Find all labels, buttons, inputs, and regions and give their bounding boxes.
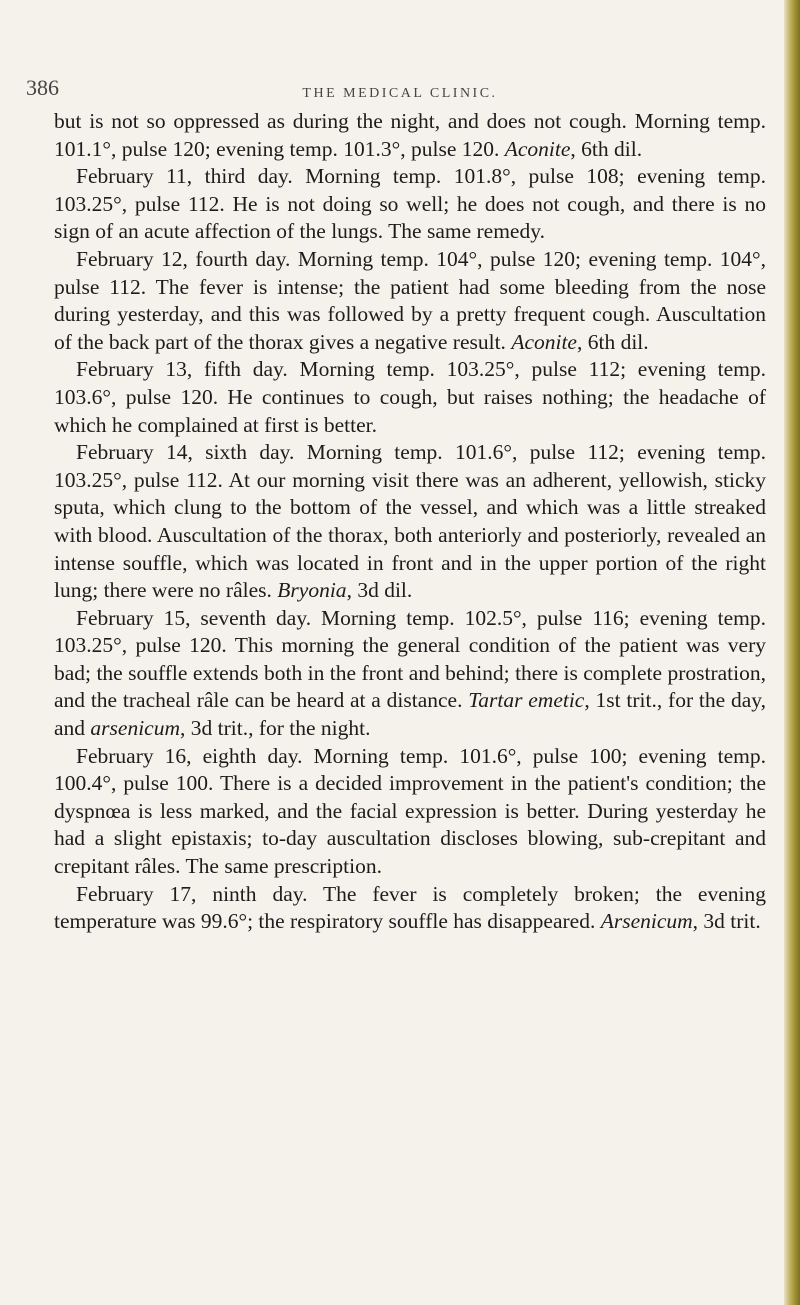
paragraph-feb-14: February 14, sixth day. Morning temp. 101.6°, pulse 112; evening temp. 103.25°, pulse 112. At our morning visit there was an adherent, yellowish, sticky sputa, which clung to the bottom of the vessel, and which was a little streaked with blood. Auscultation of the thorax, both anteriorly and posteriorly, revealed an intense souffle, which was located in front and in the upper portion of the right lung; there were no râles. Bryonia, 3d dil. [54, 440, 766, 603]
paragraph-feb-15: February 15, seventh day. Morning temp. 102.5°, pulse 116; evening temp. 103.25°, pulse 120. This morning the general condition of the patient was very bad; the souffle extends both in the front and behind; there is complete prostration, and the tracheal râle can be heard at a distance. Tartar emetic, 1st trit., for the day, and arsenicum, 3d trit., for the night. [54, 605, 766, 741]
remedy-name: arsenicum [90, 716, 180, 741]
remedy-name: Arsenicum [600, 909, 693, 934]
remedy-name: Aconite [511, 329, 577, 354]
page-number: 386 [26, 75, 59, 100]
remedy-name: Aconite [504, 136, 571, 161]
paragraph-continuation: but is not so oppressed as during the night, and does not cough. Morning temp. 101.1°, pulse 120; evening temp. 101.3°, pulse 120. Aconite, 6th dil. [54, 109, 766, 161]
paragraph-feb-11: February 11, third day. Morning temp. 101.8°, pulse 108; evening temp. 103.25°, pulse 112. He is not doing so well; he does not cough, and there is no sign of an acute affection of the lungs. The same remedy. [54, 164, 766, 244]
page-body [54, 108, 766, 936]
paragraph-feb-17: February 17, ninth day. The fever is completely broken; the evening temperature was 99.6°; the respiratory souffle has disappeared. Arsenicum, 3d trit. [54, 881, 766, 934]
paragraph-feb-16: February 16, eighth day. Morning temp. 101.6°, pulse 100; evening temp. 100.4°, pulse 100. There is a decided improvement in the patient's condition; the dyspnœa is less marked, and the facial expression is better. During yesterday he had a slight epistaxis; to-day auscultation discloses blowing, sub-crepitant and crepitant râles. The same prescription. [54, 743, 766, 879]
paragraph-feb-13: February 13, fifth day. Morning temp. 103.25°, pulse 112; evening temp. 103.6°, pulse 120. He continues to cough, but raises nothing; the headache of which he complained at first is better. [54, 357, 766, 437]
running-title: THE MEDICAL CLINIC. [302, 86, 498, 101]
paragraph-feb-12: February 12, fourth day. Morning temp. 104°, pulse 120; evening temp. 104°, pulse 112. The fever is intense; the patient had some bleeding from the nose during yesterday, and this was followed by a pretty frequent cough. Auscultation of the back part of the thorax gives a negative result. Aconite, 6th dil. [54, 246, 766, 354]
remedy-name: Bryonia [277, 578, 347, 603]
page-edge [784, 0, 800, 1305]
remedy-name: Tartar emetic [468, 688, 585, 713]
